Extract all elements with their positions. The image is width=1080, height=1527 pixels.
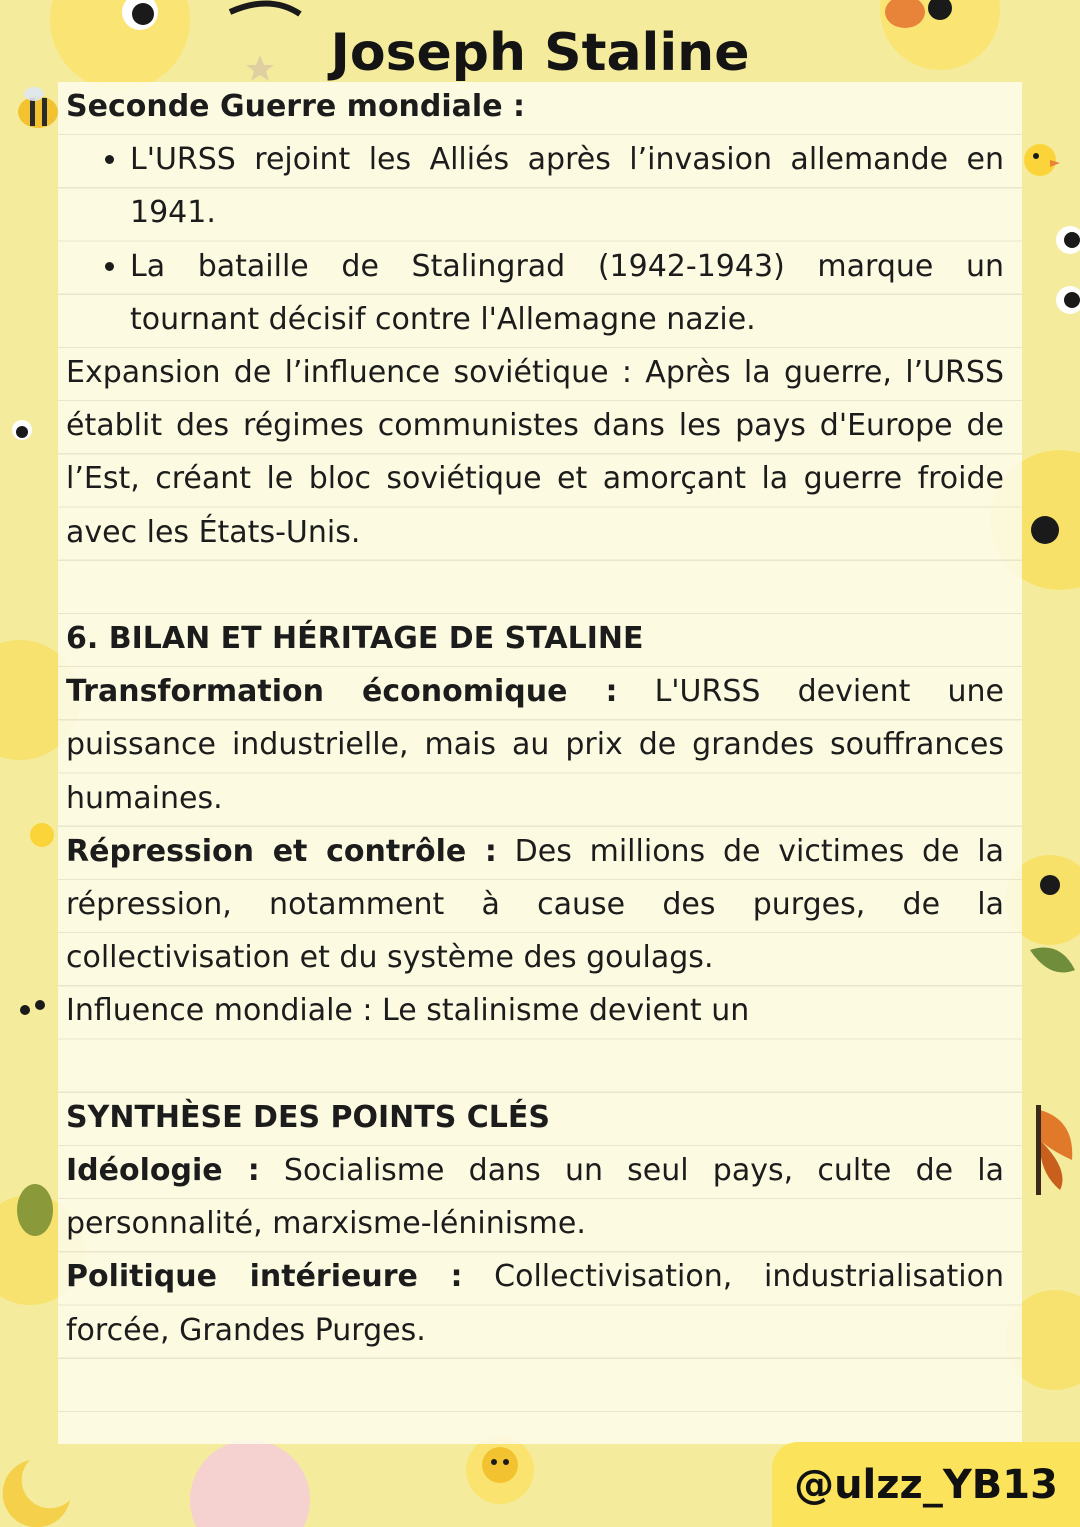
term-text: Des millions de victimes de la répression, notamment à cause des purges, de la collectivisation et du système des goulags. (66, 833, 1004, 976)
sun-icon (482, 1447, 518, 1483)
paragraph-repression (66, 825, 1004, 985)
term-label: Transformation économique : (66, 674, 618, 710)
page-title: Joseph Staline (330, 23, 750, 83)
term-label: Idéologie : (66, 1153, 260, 1189)
spacer (66, 1038, 1004, 1091)
term-label: Politique intérieure : (66, 1259, 463, 1295)
section-heading-synthese: SYNTHÈSE DES POINTS CLÉS (66, 1099, 550, 1135)
spacer (66, 559, 1004, 612)
bullet-list (66, 133, 1004, 346)
author-handle: @ulzz_YB13 (794, 1461, 1058, 1508)
section-heading-ww2: Seconde Guerre mondiale : (66, 89, 525, 124)
term-label: Répression et contrôle : (66, 833, 497, 869)
paragraph-influence: Influence mondiale : Le stalinisme devient un (66, 993, 750, 1029)
paragraph-politique (66, 1250, 1004, 1356)
list-item: • L'URSS rejoint les Alliés après l’invasion allemande en 1941. (130, 133, 1004, 239)
section-heading-bilan: 6. BILAN ET HÉRITAGE DE STALINE (66, 621, 644, 657)
list-item: • La bataille de Stalingrad (1942-1943) marque un tournant décisif contre l'Allemagne nazie. (130, 240, 1004, 346)
term-text: Collectivisation, industrialisation forcée, Grandes Purges. (66, 1259, 1004, 1348)
term-text: L'URSS devient une puissance industrielle, mais au prix de grandes souffrances humaines. (66, 674, 1004, 816)
paragraph-expansion: Expansion de l’influence soviétique : Après la guerre, l’URSS établit des régimes communistes dans les pays d'Europe de l’Est, créant le bloc soviétique et amorçant la guerre froide avec les États-Unis. (66, 355, 1004, 550)
paragraph-transformation (66, 665, 1004, 825)
main-content (66, 80, 1004, 1357)
term-text: Socialisme dans un seul pays, culte de la personnalité, marxisme-léninisme. (66, 1153, 1004, 1242)
author-handle-badge (772, 1442, 1080, 1527)
paragraph-ideologie (66, 1144, 1004, 1250)
